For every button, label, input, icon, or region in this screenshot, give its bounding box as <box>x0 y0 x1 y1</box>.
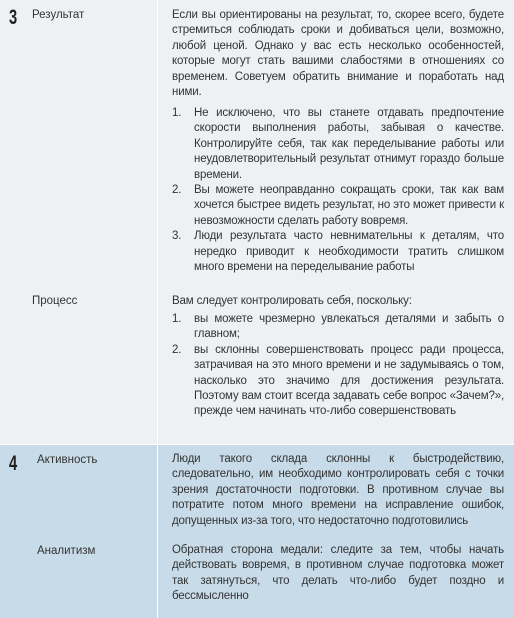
list-item <box>172 229 504 275</box>
activity-text: Люди такого склада склонны к быстродействию, следовательно, им необходимо контролировать себя с точки зрения достаточности подготовки. В противном случае вы потратите потом много времени на исправление ошибок, допущенных из-за того, что недостаточно подготовились <box>172 453 504 527</box>
row-label-results: Результат <box>32 9 85 21</box>
list-number: 2. <box>172 184 182 197</box>
list-item <box>172 183 504 229</box>
row-label-analytics: Аналитизм <box>37 545 96 557</box>
process-intro: Вам следует контролировать себя, поскольку: <box>172 295 412 307</box>
list-text: вы склонны совершенствовать процесс ради процесса, затрачивая на это много времени и не задумываясь о том, насколько это значимо для достижения результата. Поэтому вам стоит всегда задавать себе вопрос «Зачем?», прежде чем начинать что-либо совершенствовать <box>194 343 504 418</box>
list-text: Не исключено, что вы станете отдавать предпочтение скорости выполнения работы, забывая о качестве. Контролируйте себя, так как переделывание работы или неудовлетворительный результат отнимут гораздо больше времени. <box>194 107 504 181</box>
analytics-text: Обратная сторона медали: следите за тем, чтобы начать действовать вовремя, в противном случае подготовка может так затянуться, что делать что-либо будет поздно и бессмысленно <box>172 544 504 603</box>
list-number: 3. <box>172 230 182 243</box>
list-item <box>172 312 504 343</box>
list-number: 1. <box>172 313 182 325</box>
list-number: 2. <box>172 343 182 356</box>
results-list <box>172 106 504 275</box>
list-item <box>172 106 504 183</box>
row-label-process: Процесс <box>32 295 78 307</box>
list-item <box>172 343 504 420</box>
column-divider <box>157 0 158 618</box>
list-text: вы можете чрезмерно увлекаться деталями и забыть о главном; <box>194 313 504 341</box>
section-number: 4 <box>9 452 18 475</box>
process-list <box>172 312 504 420</box>
section-number: 3 <box>9 6 18 29</box>
results-intro: Если вы ориентированы на результат, то, скорее всего, будете стремиться соблюдать сроки и добиваться цели, возможно, любой ценой. Однако у вас есть несколько особенностей, которые могут стать вашими слабостями в отношениях со временем. Советуем обратить внимание и поработать над ними. <box>172 9 504 99</box>
row-label-activity: Активность <box>37 454 98 466</box>
list-text: Вы можете неоправданно сокращать сроки, так как вам хочется быстрее видеть результат, но это может привести к невозможности сделать работу вовремя. <box>194 184 504 227</box>
list-number: 1. <box>172 107 182 119</box>
section-divider <box>0 444 514 445</box>
list-text: Люди результата часто невнимательны к деталям, что нередко приводит к необходимости тратить слишком много времени на переделывание работы <box>194 230 504 274</box>
